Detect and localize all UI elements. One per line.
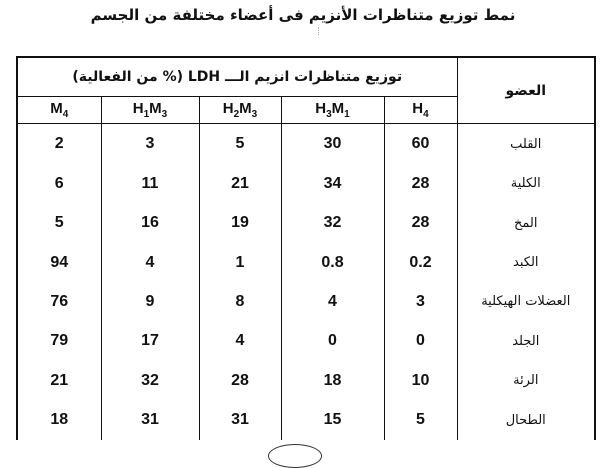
activity-value: 11 [101, 164, 199, 203]
ldh-distribution-table [16, 56, 596, 440]
organ-name: الجلد [457, 322, 595, 361]
activity-value: 4 [281, 282, 384, 321]
isozyme-subscript: 1 [143, 109, 150, 120]
activity-value: 5 [17, 203, 101, 242]
activity-value: 32 [101, 361, 199, 400]
isozyme-subscript: 1 [344, 109, 350, 120]
isozyme-header [17, 97, 101, 124]
organ-name: القلب [457, 124, 595, 165]
activity-value: 1 [199, 243, 281, 282]
isozyme-subscript: 4 [423, 109, 429, 120]
activity-value: 0 [281, 322, 384, 361]
activity-value: 9 [101, 282, 199, 321]
activity-value: 0.8 [281, 243, 384, 282]
organ-column-header: العضو [457, 57, 595, 124]
isozyme-letter: H [412, 100, 424, 117]
activity-value: 8 [199, 282, 281, 321]
isozyme-subscript: 4 [62, 109, 69, 120]
activity-value: 3 [384, 282, 457, 321]
table-row [17, 243, 595, 282]
table-row [17, 361, 595, 400]
table-row [17, 322, 595, 361]
activity-value: 31 [101, 401, 199, 440]
organ-name: الرئة [457, 361, 595, 400]
table-row [17, 124, 595, 165]
activity-value: 18 [281, 361, 384, 400]
activity-value: 5 [199, 124, 281, 165]
table-row [17, 401, 595, 440]
activity-value: 28 [384, 164, 457, 203]
activity-value: 0.2 [384, 243, 457, 282]
activity-value: 0 [384, 322, 457, 361]
activity-value: 17 [101, 322, 199, 361]
activity-value: 3 [101, 124, 199, 165]
activity-value: 94 [17, 243, 101, 282]
activity-value: 21 [199, 164, 281, 203]
page-title: نمط توزيع متناظرات الأنزيم فى أعضاء مختلفة من الجسم [90, 6, 516, 24]
organ-name: المخ [457, 203, 595, 242]
isozyme-group-header: توزيع متناظرات انزيم الـــ LDH (% من الفعالية) [17, 57, 457, 97]
activity-value: 18 [17, 401, 101, 440]
activity-value: 32 [281, 203, 384, 242]
isozyme-header [281, 97, 384, 124]
activity-value: 15 [281, 401, 384, 440]
organ-name: العضلات الهيكلية [457, 282, 595, 321]
activity-value: 2 [17, 124, 101, 165]
isozyme-letter: M [50, 100, 63, 117]
activity-value: 28 [384, 203, 457, 242]
isozyme-letter: H [315, 100, 327, 117]
activity-value: 21 [17, 361, 101, 400]
activity-value: 30 [281, 124, 384, 165]
activity-value: 4 [199, 322, 281, 361]
activity-value: 34 [281, 164, 384, 203]
activity-value: 16 [101, 203, 199, 242]
activity-value: 10 [384, 361, 457, 400]
organ-name: الطحال [457, 401, 595, 440]
isozyme-letter: H [132, 100, 144, 117]
activity-value: 31 [199, 401, 281, 440]
isozyme-letter: M [331, 100, 345, 117]
activity-value: 6 [17, 164, 101, 203]
activity-value: 4 [101, 243, 199, 282]
activity-value: 5 [384, 401, 457, 440]
isozyme-header [384, 97, 457, 124]
isozyme-letter: M [239, 100, 252, 117]
table-row [17, 282, 595, 321]
activity-value: 60 [384, 124, 457, 165]
organ-name: الكبد [457, 243, 595, 282]
activity-value: 28 [199, 361, 281, 400]
isozyme-subscript: 3 [251, 109, 258, 120]
isozyme-subscript: 2 [233, 109, 240, 120]
activity-value: 79 [17, 322, 101, 361]
isozyme-subscript: 3 [326, 109, 332, 120]
activity-value: 76 [17, 282, 101, 321]
organ-name: الكلية [457, 164, 595, 203]
table-row [17, 164, 595, 203]
stamp-mark [268, 444, 322, 468]
isozyme-subscript: 3 [161, 109, 168, 120]
isozyme-header [199, 97, 281, 124]
activity-value: 19 [199, 203, 281, 242]
title-mark [318, 27, 321, 35]
isozyme-letter: H [222, 100, 234, 117]
isozyme-letter: M [149, 100, 162, 117]
table-row [17, 203, 595, 242]
isozyme-header [101, 97, 199, 124]
